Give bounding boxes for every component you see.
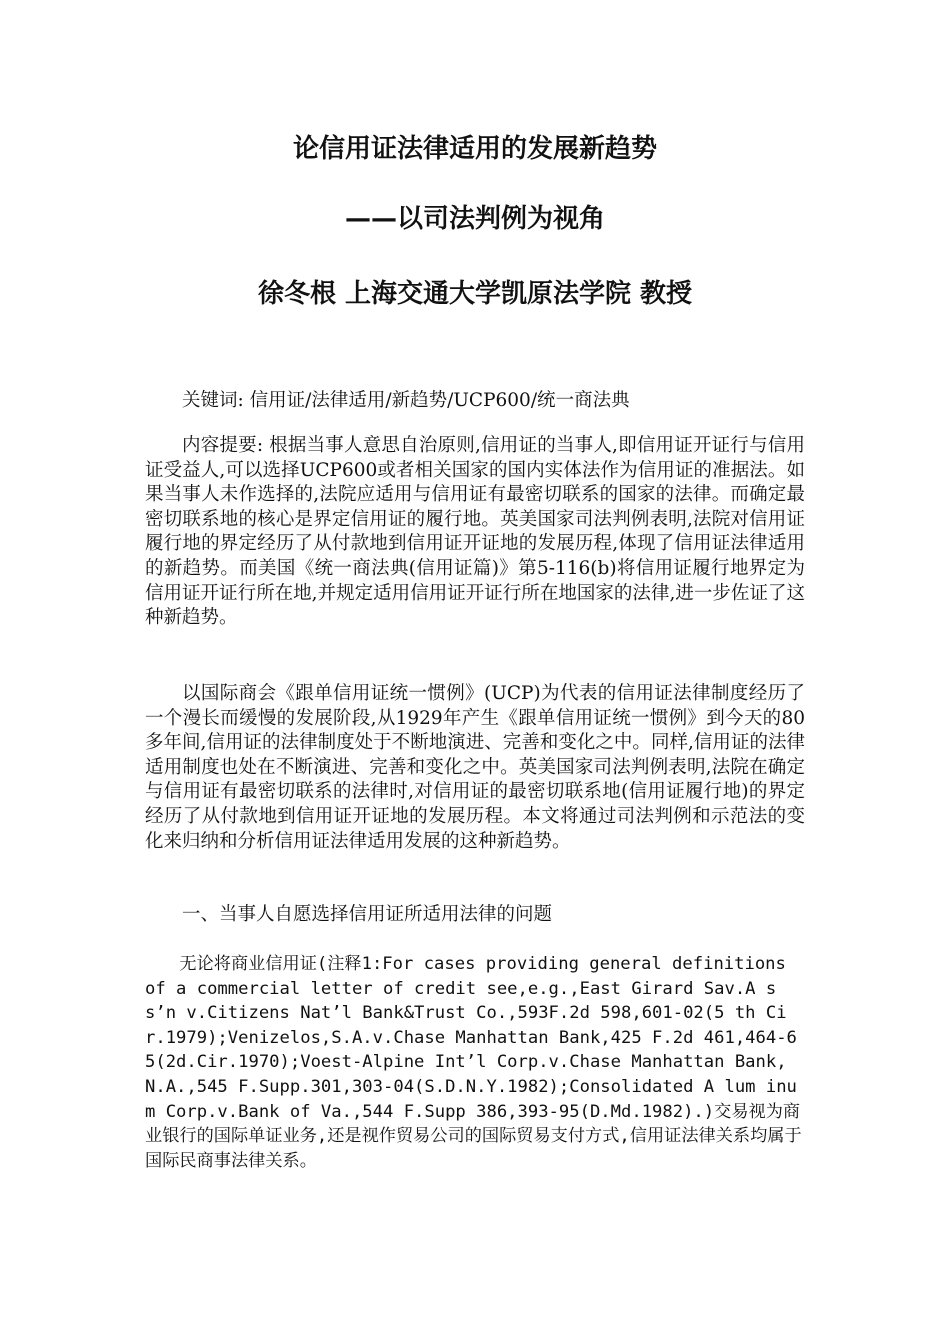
keywords-value: 信用证/法律适用/新趋势/UCP600/统一商法典: [249, 390, 630, 411]
abstract-label: 内容提要:: [182, 435, 270, 456]
section-heading-1: [145, 903, 805, 928]
section-heading-text: 一、当事人自愿选择信用证所适用法律的问题: [182, 904, 553, 925]
abstract-text: 根据当事人意思自治原则,信用证的当事人,即信用证开证行与信用证受益人,可以选择UCP600或者相关国家的国内实体法作为信用证的准据法。如果当事人未作选择的,法院应适用与信用证有最密切联系的国家的法律。而确定最密切联系地的核心是界定信用证的履行地。英美国家司法判例表明,法院对信用证履行地的界定经历了从付款地到信用证开证地的发展历程,体现了信用证法律适用的新趋势。而美国《统一商法典(信用证篇)》第5-116(b)将信用证履行地界定为信用证开证行所在地,并规定适用信用证开证行所在地国家的法律,进一步佐证了这种新趋势。: [145, 435, 805, 629]
section-1-body: [145, 952, 805, 1173]
document-subtitle: ——以司法判例为视角: [344, 204, 605, 234]
intro-section: [145, 682, 805, 854]
abstract-section: [145, 434, 805, 631]
section-1-paragraph: 无论将商业信用证(注释1:For cases providing general definitions of a commercial letter of credit see,e.g.,East Girard Sav.A ss’n v.Citizens Nat’l Bank&Trust Co.,593F.2d 598,601-02(5 th Cir.1979);Venizelos,S.A.v.Chase Manhattan Bank,425 F.2d 461,464-65(2d.Cir.1970);Voest-Alpine Int’l Corp.v.Chase Manhattan Bank,N.A.,545 F.Supp.301,303-04(S.D.N.Y.1982);Consolidated A lum inum Corp.v.Bank of Va.,544 F.Supp 386,393-95(D.Md.1982).)交易视为商业银行的国际单证业务,还是视作贸易公司的国际贸易支付方式,信用证法律关系均属于国际民商事法律关系。: [145, 954, 802, 1171]
author-line: 徐冬根 上海交通大学凯原法学院 教授: [257, 279, 693, 309]
abstract-paragraph: [145, 434, 805, 631]
document-title: 论信用证法律适用的发展新趋势: [292, 134, 657, 164]
intro-paragraph: 以国际商会《跟单信用证统一惯例》(UCP)为代表的信用证法律制度经历了一个漫长而缓慢的发展阶段,从1929年产生《跟单信用证统一惯例》到今天的80多年间,信用证的法律制度处于不断地演进、完善和变化之中。同样,信用证的法律适用制度也处在不断演进、完善和变化之中。英美国家司法判例表明,法院在确定与信用证有最密切联系的法律时,对信用证的最密切联系地(信用证履行地)的界定经历了从付款地到信用证开证地的发展历程。本文将通过司法判例和示范法的变化来归纳和分析信用证法律适用发展的这种新趋势。: [145, 683, 805, 852]
keywords-label: 关键词:: [182, 390, 250, 411]
keywords-paragraph: [145, 389, 805, 414]
keywords-section: [145, 389, 805, 414]
